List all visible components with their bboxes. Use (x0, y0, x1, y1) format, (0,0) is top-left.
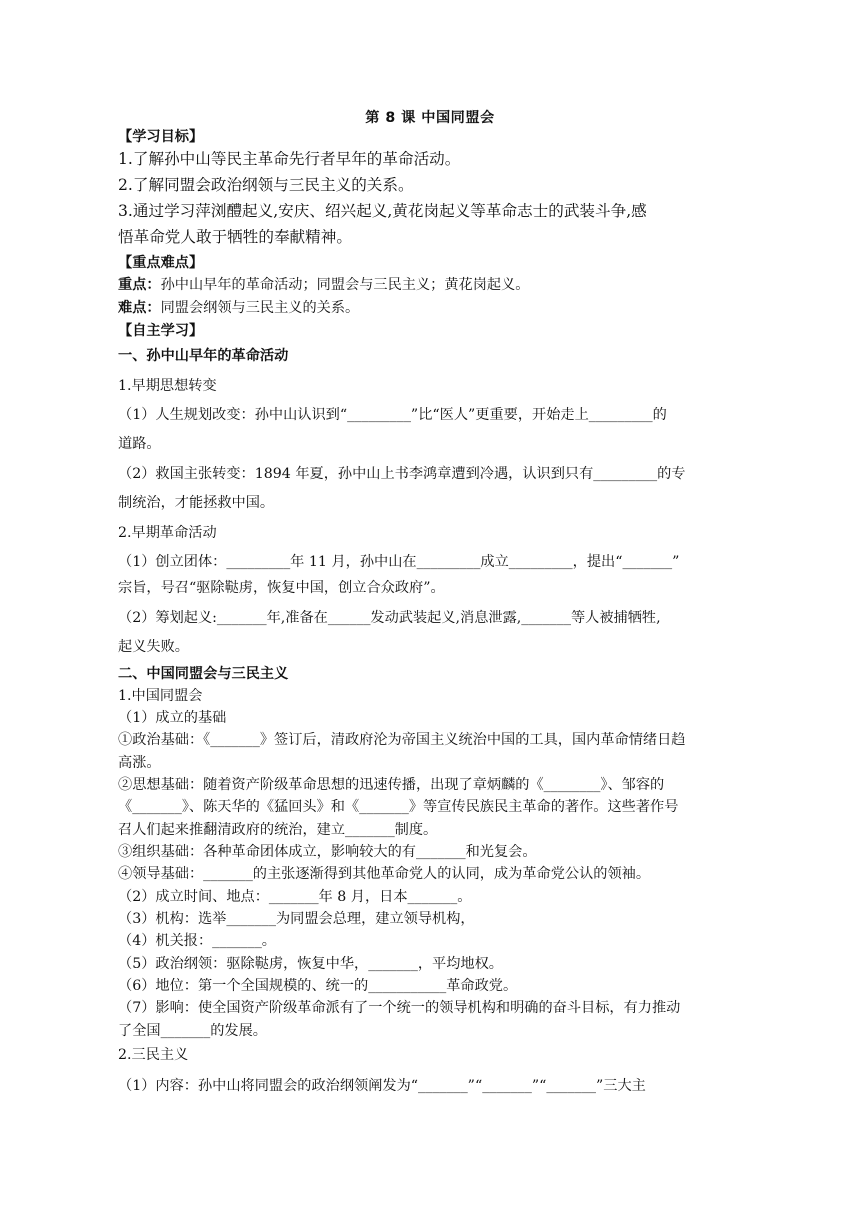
objective-item-1: 1.了解孙中山等民主革命先行者早年的革命活动。 (118, 150, 461, 168)
self-study-heading: 【自主学习】 (118, 323, 204, 339)
sec2-ideo-line-2: 《_______》、陈天华的《猛回头》和《_______》等宣传民族民主革命的著作。这些著作号 (118, 799, 679, 815)
sec2-political-line-2: 高涨。 (118, 755, 161, 771)
sec1-sub-1: 1.早期思想转变 (118, 378, 217, 394)
objective-item-2: 2.了解同盟会政治纲领与三民主义的关系。 (118, 176, 414, 194)
sec1-p2-line-2: 制统治，才能拯救中国。 (118, 495, 275, 511)
sec2-sub-1: 1.中国同盟会 (118, 688, 203, 704)
key-point-text: 孙中山早年的革命活动；同盟会与三民主义；黄花岗起义。 (160, 277, 530, 293)
sec2-leader: ④领导基础：_______的主张逐渐得到其他革命党人的认同，成为革命党公认的领袖。 (118, 866, 651, 882)
sec2-ideo-line-3: 召人们起来推翻清政府的统治，建立_______制度。 (118, 822, 438, 838)
sec2-impact-line-2: 了全国_______的发展。 (118, 1023, 267, 1039)
difficulty-label: 难点： (118, 300, 161, 316)
sec1-p3-line-1: （1）创立团体：_________年 11 月，孙中山在_________成立_________，提出“_______” (118, 554, 680, 570)
sec1-p1-line-1: （1）人生规划改变：孙中山认识到“_________”比“医人”更重要，开始走上_________的 (118, 407, 667, 423)
sec2-ideo-line-1: ②思想基础：随着资产阶级革命思想的迅速传播，出现了章炳麟的《________》、邹容的 (118, 777, 665, 793)
sec2-content-line-1: （1）内容：孙中山将同盟会的政治纲领阐发为“_______”“_______”“_______”三大主 (118, 1078, 646, 1094)
sec1-p3-line-2: 宗旨，号召“驱除鞑虏，恢复中国，创立合众政府”。 (118, 580, 445, 596)
key-point-label: 重点： (118, 277, 161, 293)
sec2-paper: （4）机关报：_______。 (118, 933, 276, 949)
sec2-status: （6）地位：第一个全国规模的、统一的___________革命政党。 (118, 978, 518, 994)
sec2-inst: （3）机构：选举_______为同盟会总理，建立领导机构， (118, 911, 475, 927)
sec2-impact-line-1: （7）影响：使全国资产阶级革命派有了一个统一的领导机构和明确的奋斗目标，有力推动 (118, 1000, 681, 1016)
sec2-basis: （1）成立的基础 (118, 710, 227, 726)
sec1-p4-line-1: （2）筹划起义:_______年,准备在______发动武装起义,消息泄露,_______等人被捕牺牲, (118, 610, 661, 626)
sec1-p1-line-2: 道路。 (118, 436, 161, 452)
section-1-title: 一、孙中山早年的革命活动 (118, 348, 289, 364)
lesson-title: 第 8 课 中国同盟会 (365, 110, 495, 126)
sec2-org: ③组织基础：各种革命团体成立，影响较大的有_______和光复会。 (118, 844, 537, 860)
sec2-political-line-1: ①政治基础：《_______》签订后，清政府沦为帝国主义统治中国的工具，国内革命情绪日趋 (118, 732, 686, 748)
difficulty-line (118, 298, 740, 318)
sec1-p2-line-1: （2）救国主张转变：1894 年夏，孙中山上书李鸿章遭到冷遇，认识到只有_________的专 (118, 466, 686, 482)
keypoints-heading: 【重点难点】 (118, 255, 204, 271)
objectives-heading-text: 【学习目标】 (118, 129, 204, 145)
sec2-time: （2）成立时间、地点：_______年 8 月，日本_______。 (118, 889, 472, 905)
key-point-line (118, 275, 740, 295)
section-2-title: 二、中国同盟会与三民主义 (118, 666, 289, 682)
sec2-sub-2: 2.三民主义 (118, 1047, 189, 1063)
difficulty-text: 同盟会纲领与三民主义的关系。 (160, 300, 360, 316)
sec2-program: （5）政治纲领：驱除鞑虏，恢复中华，_______，平均地权。 (118, 956, 503, 972)
sec1-p4-line-2: 起义失败。 (118, 639, 189, 655)
objective-item-3-line-2: 悟革命党人敢于牺牲的奉献精神。 (118, 228, 352, 246)
sec1-sub-2: 2.早期革命活动 (118, 525, 217, 541)
objective-item-3-line-1: 3.通过学习萍浏醴起义,安庆、绍兴起义,黄花岗起义等革命志士的武装斗争,感 (118, 202, 647, 220)
